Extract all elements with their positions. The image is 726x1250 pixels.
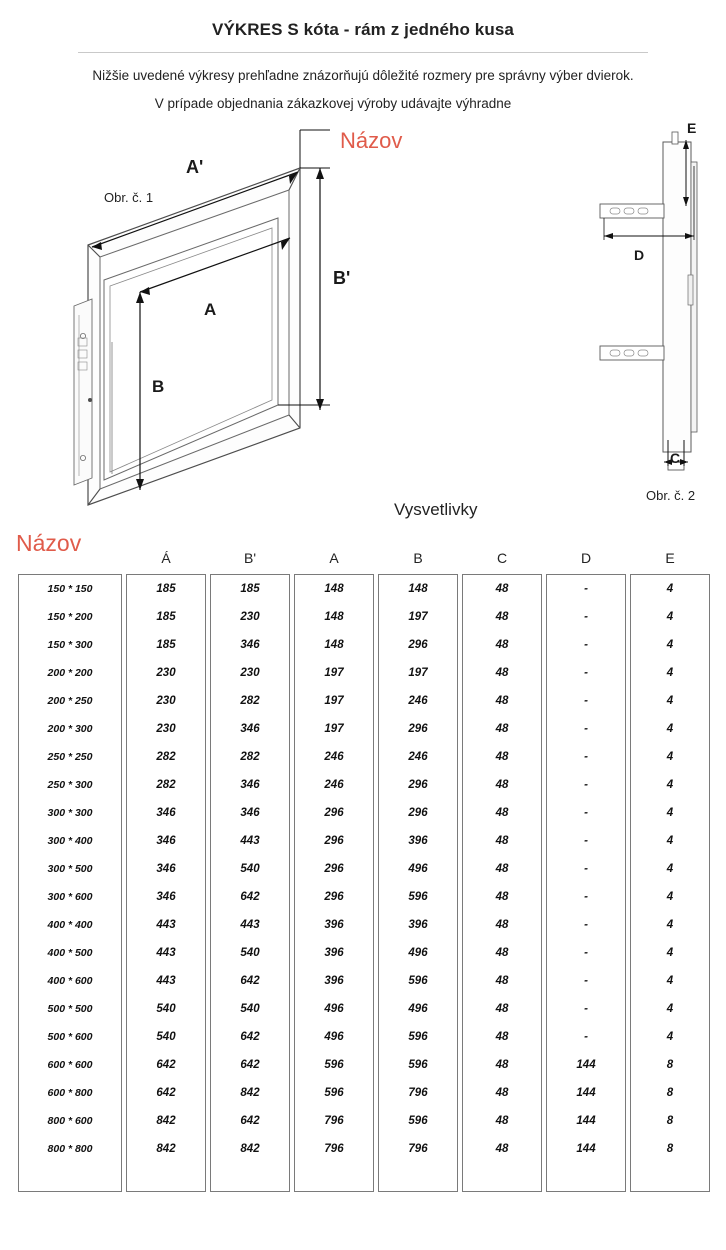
cell-value: 396: [294, 967, 374, 995]
table-column-header-B: B': [243, 550, 256, 566]
cell-value: 246: [378, 743, 458, 771]
cell-value: 48: [462, 631, 542, 659]
cell-value: 396: [294, 911, 374, 939]
dimension-label-b-prime: B': [333, 268, 351, 288]
cell-value: 148: [294, 631, 374, 659]
cell-value: 185: [126, 603, 206, 631]
cell-value: 346: [126, 827, 206, 855]
cell-spacer: [630, 1163, 710, 1192]
intro-text-line-1: Nižšie uvedené výkresy prehľadne znázorňujú dôležité rozmery pre správny výber dvierok.: [92, 68, 634, 83]
table-column-header-Á: Á: [161, 550, 171, 566]
table-row: [18, 1051, 710, 1079]
cell-value: -: [546, 939, 626, 967]
cell-value: 246: [294, 743, 374, 771]
cell-value: 8: [630, 1079, 710, 1107]
cell-value: 4: [630, 967, 710, 995]
cell-value: 185: [126, 574, 206, 603]
cell-value: 642: [210, 1023, 290, 1051]
cell-size: 600 * 600: [18, 1051, 122, 1079]
table-row: [18, 743, 710, 771]
cell-size: 500 * 500: [18, 995, 122, 1023]
cell-value: 282: [126, 771, 206, 799]
cell-value: 796: [378, 1135, 458, 1163]
cell-value: 4: [630, 771, 710, 799]
cell-value: 642: [210, 1107, 290, 1135]
table-row: [18, 631, 710, 659]
cell-size: 250 * 300: [18, 771, 122, 799]
cell-value: 230: [126, 715, 206, 743]
cell-size: 400 * 400: [18, 911, 122, 939]
cell-value: 396: [294, 939, 374, 967]
table-row: [18, 967, 710, 995]
cell-value: 48: [462, 855, 542, 883]
cell-value: 4: [630, 631, 710, 659]
cell-value: 296: [294, 855, 374, 883]
cell-size: 300 * 500: [18, 855, 122, 883]
cell-value: 443: [210, 827, 290, 855]
cell-value: 48: [462, 1023, 542, 1051]
cell-value: 48: [462, 995, 542, 1023]
cell-size: 250 * 250: [18, 743, 122, 771]
cell-value: 48: [462, 939, 542, 967]
title-divider: [78, 52, 648, 53]
cell-value: 540: [126, 995, 206, 1023]
table-row: [18, 771, 710, 799]
cell-value: 48: [462, 603, 542, 631]
cell-value: 4: [630, 715, 710, 743]
cell-value: 197: [294, 715, 374, 743]
table-column-header-B: B: [413, 550, 423, 566]
cell-size: 500 * 600: [18, 1023, 122, 1051]
cell-value: 144: [546, 1079, 626, 1107]
table-column-header-A: A: [329, 550, 339, 566]
cell-value: 148: [378, 574, 458, 603]
cell-value: 197: [378, 659, 458, 687]
cell-spacer: [210, 1163, 290, 1192]
cell-value: 396: [378, 827, 458, 855]
cell-value: 246: [294, 771, 374, 799]
cell-value: 48: [462, 883, 542, 911]
table-column-header-C: C: [496, 550, 508, 566]
cell-value: 282: [210, 687, 290, 715]
cell-value: 346: [210, 715, 290, 743]
cell-size: 400 * 500: [18, 939, 122, 967]
cell-value: 296: [294, 799, 374, 827]
table-header-row: [18, 550, 710, 574]
cell-value: -: [546, 883, 626, 911]
table-column-footer: [18, 1163, 710, 1192]
cell-spacer: [378, 1163, 458, 1192]
cell-value: 4: [630, 743, 710, 771]
cell-value: 642: [210, 1051, 290, 1079]
cell-value: 496: [378, 855, 458, 883]
dimension-label-b: B: [152, 377, 165, 396]
cell-value: 596: [294, 1051, 374, 1079]
cell-value: 8: [630, 1135, 710, 1163]
cell-value: -: [546, 715, 626, 743]
cell-value: 282: [210, 743, 290, 771]
cell-value: 596: [378, 1107, 458, 1135]
cell-value: 296: [294, 827, 374, 855]
cell-value: 4: [630, 827, 710, 855]
cell-value: 642: [126, 1051, 206, 1079]
cell-spacer: [546, 1163, 626, 1192]
cell-value: 4: [630, 911, 710, 939]
cell-value: 4: [630, 855, 710, 883]
specification-table-wrapper: [14, 550, 712, 1192]
table-row: [18, 799, 710, 827]
nazov-label-top: Názov: [340, 128, 403, 153]
drawing-svg: [0, 110, 726, 530]
cell-value: 8: [630, 1107, 710, 1135]
nazov-label-left: Názov: [16, 530, 82, 556]
cell-value: 443: [126, 939, 206, 967]
table-row: [18, 659, 710, 687]
cell-size: 200 * 250: [18, 687, 122, 715]
cell-value: -: [546, 995, 626, 1023]
technical-drawing-area: [0, 110, 726, 530]
cell-value: 296: [378, 799, 458, 827]
cell-value: 48: [462, 799, 542, 827]
intro-text-line-2: V prípade objednania zákazkovej výroby udávajte výhradne: [154, 96, 512, 111]
cell-value: 796: [294, 1135, 374, 1163]
cell-size: 150 * 300: [18, 631, 122, 659]
table-row: [18, 715, 710, 743]
cell-value: 346: [210, 631, 290, 659]
table-row: [18, 827, 710, 855]
figure-2-caption: Obr. č. 2: [646, 488, 696, 503]
cell-value: 48: [462, 1107, 542, 1135]
table-column-header-D: D: [580, 550, 592, 566]
cell-value: 596: [378, 967, 458, 995]
cell-value: 246: [378, 687, 458, 715]
cell-value: 4: [630, 574, 710, 603]
cell-value: 48: [462, 574, 542, 603]
cell-value: 4: [630, 1023, 710, 1051]
table-row: [18, 574, 710, 603]
cell-value: -: [546, 574, 626, 603]
cell-value: 230: [210, 603, 290, 631]
dimension-label-e: E: [687, 120, 697, 136]
cell-value: 842: [210, 1079, 290, 1107]
cell-size: 400 * 600: [18, 967, 122, 995]
table-row: [18, 939, 710, 967]
cell-value: -: [546, 827, 626, 855]
cell-value: 4: [630, 995, 710, 1023]
cell-size: 300 * 600: [18, 883, 122, 911]
cell-size: 200 * 300: [18, 715, 122, 743]
cell-value: 48: [462, 1051, 542, 1079]
table-row: [18, 1023, 710, 1051]
cell-value: -: [546, 687, 626, 715]
cell-value: 496: [294, 1023, 374, 1051]
table-column-header-E: E: [665, 550, 675, 566]
cell-value: -: [546, 799, 626, 827]
cell-value: 540: [210, 855, 290, 883]
cell-size: 800 * 600: [18, 1107, 122, 1135]
cell-value: 185: [210, 574, 290, 603]
cell-value: 144: [546, 1051, 626, 1079]
cell-value: 48: [462, 827, 542, 855]
cell-value: 842: [126, 1135, 206, 1163]
page-title: VÝKRES S kóta - rám z jedného kusa: [212, 20, 514, 39]
cell-value: 48: [462, 1135, 542, 1163]
cell-value: 296: [378, 771, 458, 799]
table-header: [18, 550, 710, 574]
cell-size: 150 * 150: [18, 574, 122, 603]
cell-spacer: [294, 1163, 374, 1192]
cell-value: 540: [126, 1023, 206, 1051]
table-body: [18, 574, 710, 1192]
cell-value: 230: [126, 687, 206, 715]
cell-value: 796: [294, 1107, 374, 1135]
legend-title: Vysvetlivky: [394, 500, 478, 519]
cell-spacer: [462, 1163, 542, 1192]
cell-value: 144: [546, 1135, 626, 1163]
specification-table: [14, 550, 714, 1192]
cell-value: 296: [294, 883, 374, 911]
cell-value: 642: [210, 967, 290, 995]
table-row: [18, 1135, 710, 1163]
cell-value: 148: [294, 574, 374, 603]
cell-value: 4: [630, 939, 710, 967]
cell-value: 496: [294, 995, 374, 1023]
cell-value: 230: [210, 659, 290, 687]
cell-value: -: [546, 911, 626, 939]
cell-value: 596: [378, 1023, 458, 1051]
cell-value: -: [546, 855, 626, 883]
cell-value: 48: [462, 967, 542, 995]
cell-value: -: [546, 631, 626, 659]
cell-value: 144: [546, 1107, 626, 1135]
cell-value: 642: [126, 1079, 206, 1107]
cell-value: 282: [126, 743, 206, 771]
cell-value: 496: [378, 995, 458, 1023]
table-row: [18, 855, 710, 883]
cell-value: 540: [210, 939, 290, 967]
table-row: [18, 603, 710, 631]
cell-value: 48: [462, 743, 542, 771]
cell-value: 596: [378, 883, 458, 911]
cell-value: 197: [378, 603, 458, 631]
dimension-label-a-prime: A': [186, 157, 204, 177]
cell-value: 346: [210, 799, 290, 827]
cell-value: 8: [630, 1051, 710, 1079]
cell-value: -: [546, 1023, 626, 1051]
cell-spacer: [126, 1163, 206, 1192]
cell-value: 346: [126, 883, 206, 911]
cell-value: 48: [462, 911, 542, 939]
cell-value: 443: [126, 911, 206, 939]
table-row: [18, 687, 710, 715]
cell-size: 200 * 200: [18, 659, 122, 687]
cell-value: 346: [126, 799, 206, 827]
dimension-label-d: D: [634, 247, 645, 263]
cell-value: 4: [630, 799, 710, 827]
cell-value: -: [546, 659, 626, 687]
cell-value: 4: [630, 883, 710, 911]
figure-1-caption: Obr. č. 1: [104, 190, 154, 205]
cell-value: 197: [294, 687, 374, 715]
cell-size: 300 * 300: [18, 799, 122, 827]
cell-value: 596: [294, 1079, 374, 1107]
cell-value: 4: [630, 687, 710, 715]
cell-value: 48: [462, 715, 542, 743]
cell-size: 150 * 200: [18, 603, 122, 631]
cell-value: 540: [210, 995, 290, 1023]
cell-value: 396: [378, 911, 458, 939]
cell-value: 842: [126, 1107, 206, 1135]
cell-value: 842: [210, 1135, 290, 1163]
cell-value: -: [546, 967, 626, 995]
cell-value: -: [546, 603, 626, 631]
cell-value: 496: [378, 939, 458, 967]
table-row: [18, 883, 710, 911]
cell-size: 800 * 800: [18, 1135, 122, 1163]
table-row: [18, 1107, 710, 1135]
cell-value: 230: [126, 659, 206, 687]
cell-value: -: [546, 771, 626, 799]
cell-spacer: [18, 1163, 122, 1192]
table-row: [18, 995, 710, 1023]
cell-value: 296: [378, 715, 458, 743]
table-row: [18, 911, 710, 939]
cell-value: 48: [462, 771, 542, 799]
cell-value: 4: [630, 603, 710, 631]
cell-value: 48: [462, 1079, 542, 1107]
cell-value: 642: [210, 883, 290, 911]
dimension-label-a: A: [204, 300, 217, 319]
dimension-label-c: C: [670, 450, 681, 466]
cell-value: 346: [126, 855, 206, 883]
cell-value: 443: [126, 967, 206, 995]
cell-value: -: [546, 743, 626, 771]
cell-value: 197: [294, 659, 374, 687]
table-row: [18, 1079, 710, 1107]
cell-value: 4: [630, 659, 710, 687]
cell-value: 185: [126, 631, 206, 659]
cell-value: 48: [462, 687, 542, 715]
cell-value: 443: [210, 911, 290, 939]
cell-value: 148: [294, 603, 374, 631]
cell-value: 346: [210, 771, 290, 799]
cell-value: 48: [462, 659, 542, 687]
cell-size: 300 * 400: [18, 827, 122, 855]
cell-value: 596: [378, 1051, 458, 1079]
table-column-header-size: [18, 550, 122, 574]
cell-value: 296: [378, 631, 458, 659]
cell-size: 600 * 800: [18, 1079, 122, 1107]
cell-value: 796: [378, 1079, 458, 1107]
